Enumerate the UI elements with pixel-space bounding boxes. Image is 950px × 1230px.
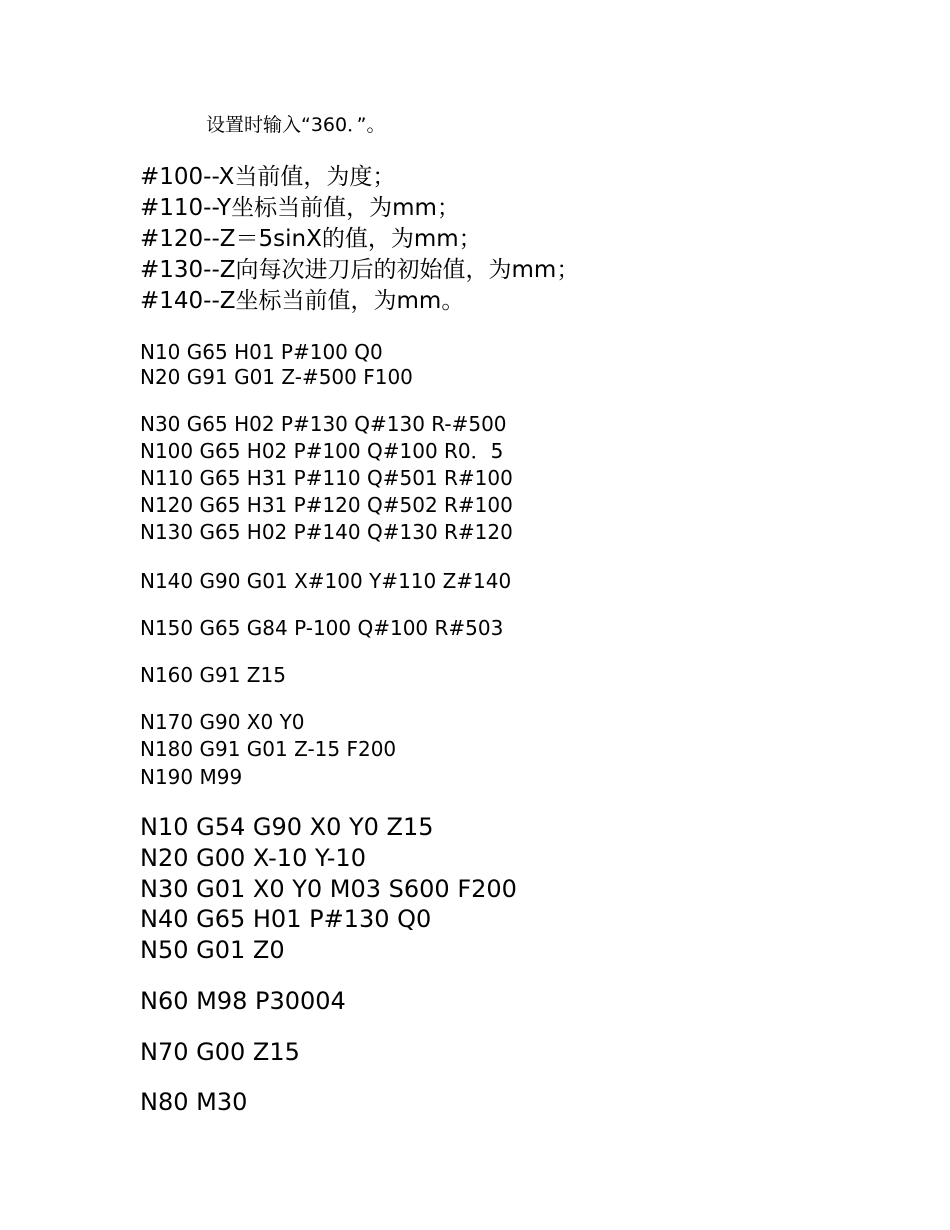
subprogram-line: N110 G65 H31 P#110 Q#501 R#100 [140,466,513,490]
subprogram-line: N150 G65 G84 P-100 Q#100 R#503 [140,616,504,640]
variable-line: #100--X当前值，为度； [140,164,396,190]
main-program-line: N60 M98 P30004 [140,987,346,1015]
main-program-line: N10 G54 G90 X0 Y0 Z15 [140,813,434,841]
main-program-line: N70 G00 Z15 [140,1038,300,1066]
subprogram-line: N30 G65 H02 P#130 Q#130 R-#500 [140,412,507,436]
variable-line: #130--Z向每次进刀后的初始值，为mm； [140,257,580,283]
subprogram-line: N20 G91 G01 Z-#500 F100 [140,365,413,389]
subprogram-line: N120 G65 H31 P#120 Q#502 R#100 [140,493,513,517]
variable-line: #140--Z坐标当前值，为mm。 [140,288,465,314]
intro-text: 设置时输入“360．”。 [206,114,386,136]
main-program-line: N40 G65 H01 P#130 Q0 [140,905,432,933]
subprogram-line: N160 G91 Z15 [140,663,286,687]
main-program-line: N80 M30 [140,1088,248,1116]
variable-line: #120--Z＝5sinX的值，为mm； [140,226,482,252]
variable-line: #110--Y坐标当前值，为mm； [140,195,460,221]
subprogram-line: N180 G91 G01 Z-15 F200 [140,737,397,761]
subprogram-line: N190 M99 [140,765,243,789]
subprogram-line: N10 G65 H01 P#100 Q0 [140,340,383,364]
subprogram-line: N100 G65 H02 P#100 Q#100 R0．5 [140,439,504,463]
main-program-line: N50 G01 Z0 [140,936,285,964]
subprogram-line: N140 G90 G01 X#100 Y#110 Z#140 [140,569,512,593]
main-program-line: N20 G00 X-10 Y-10 [140,844,366,872]
main-program-line: N30 G01 X0 Y0 M03 S600 F200 [140,875,517,903]
subprogram-line: N130 G65 H02 P#140 Q#130 R#120 [140,520,513,544]
subprogram-line: N170 G90 X0 Y0 [140,710,305,734]
